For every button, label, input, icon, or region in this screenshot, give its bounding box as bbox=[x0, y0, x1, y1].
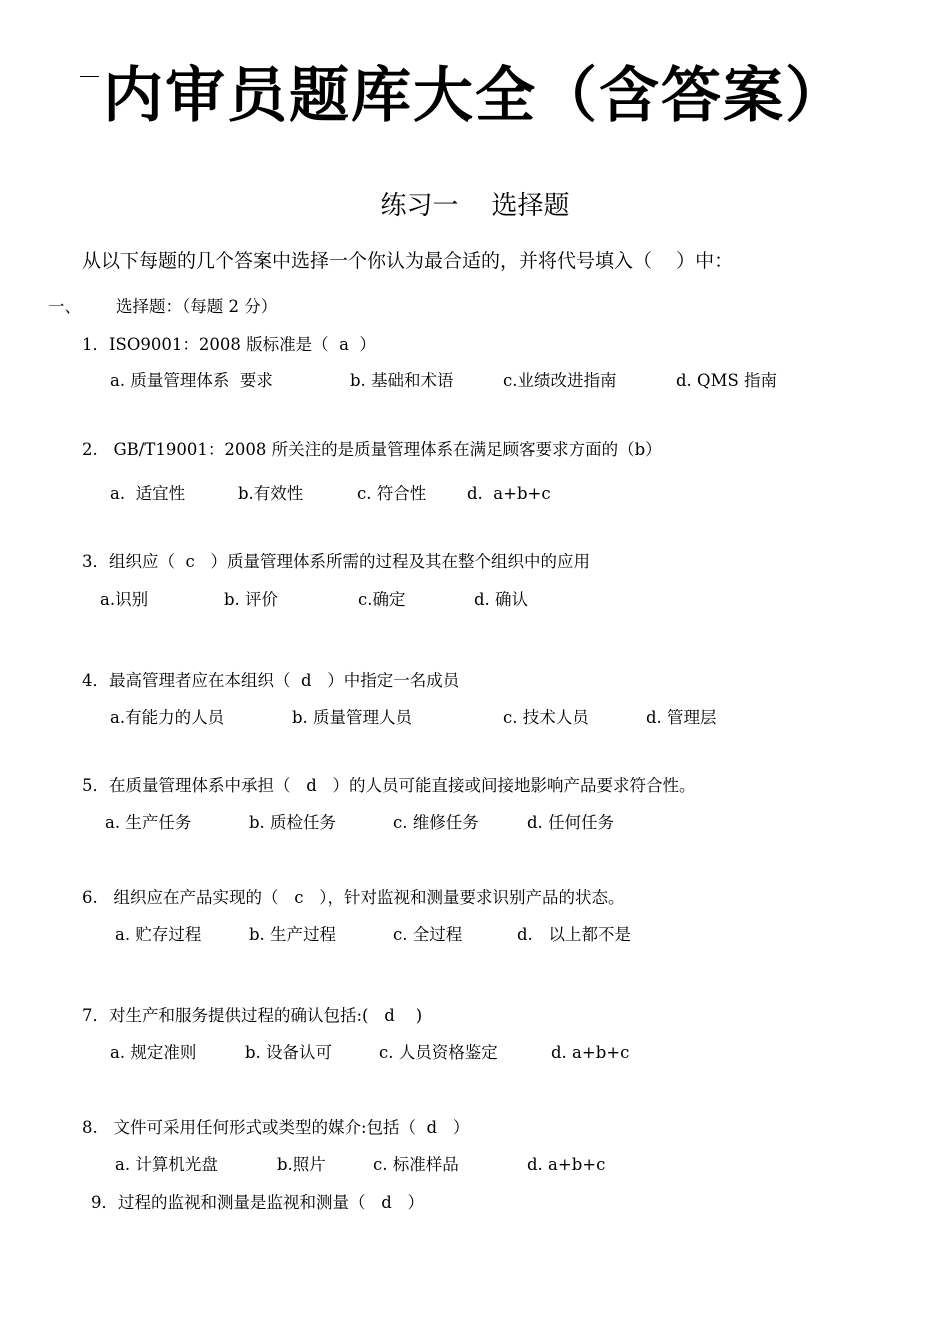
option-d: d. 任何任务 bbox=[527, 813, 615, 832]
option-b: b. 基础和术语 bbox=[350, 371, 454, 390]
option-c: c. 技术人员 bbox=[503, 708, 589, 727]
question-6-options bbox=[0, 923, 950, 947]
option-b: b. 生产过程 bbox=[249, 925, 337, 944]
option-a: a. 生产任务 bbox=[105, 813, 192, 832]
option-d: d. 以上都不是 bbox=[517, 925, 632, 944]
option-a: a. 适宜性 bbox=[110, 484, 186, 503]
option-a: a.识别 bbox=[100, 590, 149, 609]
option-d: d. QMS 指南 bbox=[676, 371, 778, 390]
option-a: a. 贮存过程 bbox=[115, 925, 202, 944]
option-a: a. 计算机光盘 bbox=[115, 1155, 218, 1174]
question-2-options bbox=[0, 482, 950, 506]
question-1: 1．ISO9001：2008 版标准是（ a ） bbox=[82, 335, 376, 354]
option-b: b.照片 bbox=[277, 1155, 326, 1174]
option-d: d. 管理层 bbox=[646, 708, 717, 727]
option-d: d. a+b+c bbox=[467, 484, 551, 503]
option-c: c. 人员资格鉴定 bbox=[379, 1043, 498, 1062]
question-4: 4．最高管理者应在本组织（ d ）中指定一名成员 bbox=[82, 671, 460, 690]
question-5: 5．在质量管理体系中承担（ d ）的人员可能直接或间接地影响产品要求符合性。 bbox=[82, 776, 696, 795]
question-8-options bbox=[0, 1153, 950, 1177]
instructions: 从以下每题的几个答案中选择一个你认为最合适的，并将代号填入（ ）中： bbox=[82, 250, 734, 272]
exercise-title: 练习一 选择题 bbox=[380, 191, 570, 221]
question-2: 2. GB/T19001：2008 所关注的是质量管理体系在满足顾客要求方面的（b） bbox=[82, 440, 662, 459]
question-5-options bbox=[0, 811, 950, 835]
document-title: 内审员题库大全（含答案） bbox=[0, 58, 950, 134]
option-d: d. 确认 bbox=[474, 590, 529, 609]
option-a: a.有能力的人员 bbox=[110, 708, 225, 727]
option-c: c. 全过程 bbox=[393, 925, 463, 944]
question-7: 7．对生产和服务提供过程的确认包括:( d ) bbox=[82, 1006, 423, 1025]
section-number: 一、 bbox=[48, 297, 81, 316]
question-7-options bbox=[0, 1041, 950, 1065]
option-c: c. 维修任务 bbox=[393, 813, 479, 832]
question-4-options bbox=[0, 706, 950, 730]
option-c: c. 符合性 bbox=[357, 484, 427, 503]
option-a: a. 质量管理体系 要求 bbox=[110, 371, 273, 390]
option-b: b. 设备认可 bbox=[245, 1043, 333, 1062]
option-b: b. 评价 bbox=[224, 590, 279, 609]
question-1-options bbox=[0, 369, 950, 393]
option-b: b. 质检任务 bbox=[249, 813, 337, 832]
question-9: 9．过程的监视和测量是监视和测量（ d ） bbox=[91, 1193, 425, 1212]
option-c: c.业绩改进指南 bbox=[503, 371, 617, 390]
option-b: b.有效性 bbox=[238, 484, 304, 503]
question-6: 6. 组织应在产品实现的（ c ），针对监视和测量要求识别产品的状态。 bbox=[82, 888, 625, 907]
question-8: 8. 文件可采用任何形式或类型的媒介:包括（ d ） bbox=[82, 1118, 470, 1137]
option-b: b. 质量管理人员 bbox=[292, 708, 413, 727]
option-d: d. a+b+c bbox=[527, 1155, 606, 1174]
option-d: d. a+b+c bbox=[551, 1043, 630, 1062]
question-3: 3．组织应（ c ）质量管理体系所需的过程及其在整个组织中的应用 bbox=[82, 552, 590, 571]
option-c: c.确定 bbox=[358, 590, 406, 609]
section-label: 选择题：（每题 2 分） bbox=[116, 297, 278, 316]
question-3-options bbox=[0, 588, 950, 612]
option-a: a. 规定准则 bbox=[110, 1043, 197, 1062]
option-c: c. 标准样品 bbox=[373, 1155, 459, 1174]
